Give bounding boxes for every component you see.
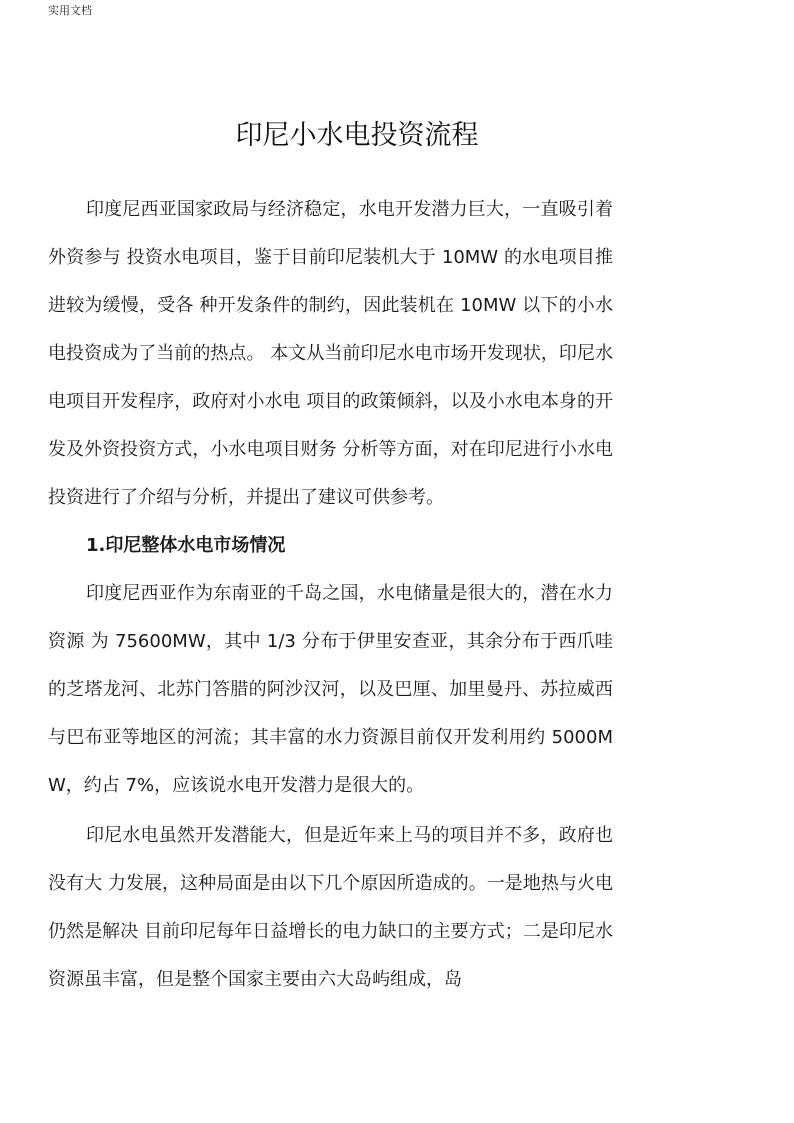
intro-paragraph: 印度尼西亚国家政局与经济稳定，水电开发潜力巨大，一直吸引着外资参与 投资水电项目，鉴于目前印尼装机大于 10MW 的水电项目推进较为缓慢，受各 种开发条件的制约，因此装机在 10MW 以下的小水电投资成为了当前的热点。 本文从当前印尼水电市场开发现状，印尼水电项目开发程序，政府对小水电 项目的政策倾斜，以及小水电本身的开发及外资投资方式，小水电项目财务 分析等方面，对在印尼进行小水电投资进行了介绍与分析，并提出了建议可供参考。 bbox=[48, 199, 613, 508]
section-paragraph: 印度尼西亚作为东南亚的千岛之国，水电储量是很大的，潜在水力资源 为 75600MW，其中 1/3 分布于伊里安查亚，其余分布于西爪哇的芝塔龙河、北苏门答腊的阿沙汉河，以及巴厘、加里曼丹、苏拉威西与巴布亚等地区的河流；其丰富的水力资源目前仅开发利用约 5000MW，约占 7%，应该说水电开发潜力是很大的。 bbox=[48, 583, 613, 796]
document-body bbox=[48, 186, 613, 1004]
section-heading: 1.印尼整体水电市场情况 bbox=[86, 535, 286, 556]
header-label: 实用文档 bbox=[48, 4, 92, 17]
document-title: 印尼小水电投资流程 bbox=[235, 120, 479, 151]
section-paragraph: 印尼水电虽然开发潜能大，但是近年来上马的项目并不多，政府也没有大 力发展，这种局面是由以下几个原因所造成的。一是地热与火电仍然是解决 目前印尼每年日益增长的电力缺口的主要方式；二是印尼水资源虽丰富，但是整个国家主要由六大岛屿组成，岛 bbox=[48, 825, 613, 990]
